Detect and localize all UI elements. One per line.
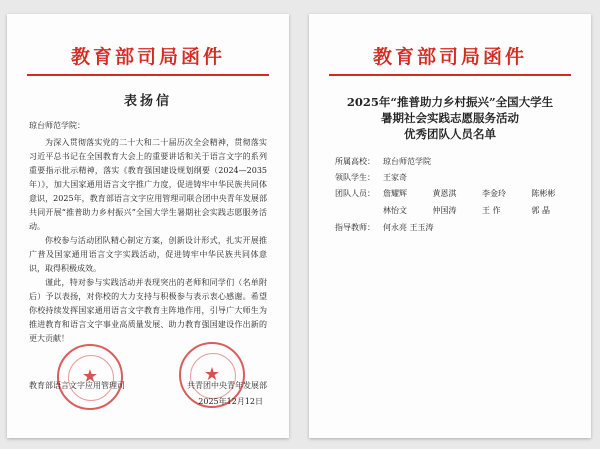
member-name: 郭 晶 xyxy=(531,206,551,215)
seal-star-icon: ★ xyxy=(203,364,221,385)
school-row xyxy=(335,154,577,170)
members-row xyxy=(335,186,577,220)
letter-paragraph: 你校参与活动团队精心制定方案，创新设计形式，扎实开展推广普及国家通用语言文字实践活动，促进铸牢中华民族共同体意识，取得积极成效。 xyxy=(29,236,267,273)
leader-value: 王家奇 xyxy=(383,173,407,182)
seal-star-icon: ★ xyxy=(81,366,99,387)
member-name: 黄恩淇 xyxy=(432,189,457,198)
letter-salutation: 琼台师范学院： xyxy=(29,121,85,130)
roster-title xyxy=(323,94,577,142)
letter-date: 2025年12月12日 xyxy=(198,397,263,406)
member-name: 詹耀辉 xyxy=(383,189,407,198)
advisor-value: 何永亮 王玉涛 xyxy=(383,223,434,232)
member-name: 仲国涛 xyxy=(432,206,457,215)
member-name: 王 作 xyxy=(482,206,501,215)
signer-right: 共青团中央青年发展部 xyxy=(187,381,267,390)
members-list xyxy=(383,186,577,220)
roster-details xyxy=(335,154,577,236)
member-name: 李金玲 xyxy=(482,189,506,198)
roster-title-line: 2025年“推普助力乡村振兴”全国大学生 xyxy=(346,95,554,109)
roster-title-line: 暑期社会实践志愿服务活动 xyxy=(381,111,519,125)
signer-left: 教育部语言文字应用管理司 xyxy=(29,381,125,390)
leader-label: 领队学生： xyxy=(335,173,375,182)
commendation-letter-page xyxy=(7,14,289,438)
letter-title: 表扬信 xyxy=(123,94,172,109)
leader-row xyxy=(335,170,577,186)
advisor-label: 指导教师： xyxy=(335,223,375,232)
letter-body xyxy=(29,136,267,346)
team-roster-page xyxy=(309,14,591,438)
advisor-row xyxy=(335,220,577,236)
letterhead: 教育部司局函件 xyxy=(70,46,225,68)
official-seal-language-dept xyxy=(57,344,123,410)
member-name: 林怡文 xyxy=(383,206,407,215)
letter-paragraph: 为深入贯彻落实党的二十大和二十届历次全会精神，贯彻落实习近平总书记在全国教育大会上的重要讲话和关于语言文字的系列重要指示批示精神，落实《教育强国建设规划纲要（2024—2035年）》，加大国家通用语言文字推广力度，促进铸牢中华民族共同体意识，2025年，教育部语言文字应用管理司联合团中央青年发展部共同开展“推普助力乡村振兴”全国大学生暑期社会实践志愿服务活动。 xyxy=(29,138,267,231)
letter-signers xyxy=(29,380,267,391)
member-name: 陈彬彬 xyxy=(531,189,556,198)
school-label: 所属高校： xyxy=(335,157,375,166)
members-label: 团队人员： xyxy=(335,189,375,198)
letterhead: 教育部司局函件 xyxy=(372,46,527,68)
letterhead-divider xyxy=(27,74,269,76)
letterhead-divider xyxy=(329,74,571,76)
letter-paragraph: 谨此，特对参与实践活动并表现突出的老师和同学们（名单附后）予以表扬，对你校的大力支持与积极参与表示衷心感谢。希望你校持续发挥国家通用语言文字教育主阵地作用，引导广大师生为推进教育和语言文字事业高质量发展、助力教育强国建设作出新的更大贡献！ xyxy=(29,278,267,343)
school-value: 琼台师范学院 xyxy=(383,157,431,166)
roster-title-line: 优秀团队人员名单 xyxy=(404,127,496,141)
